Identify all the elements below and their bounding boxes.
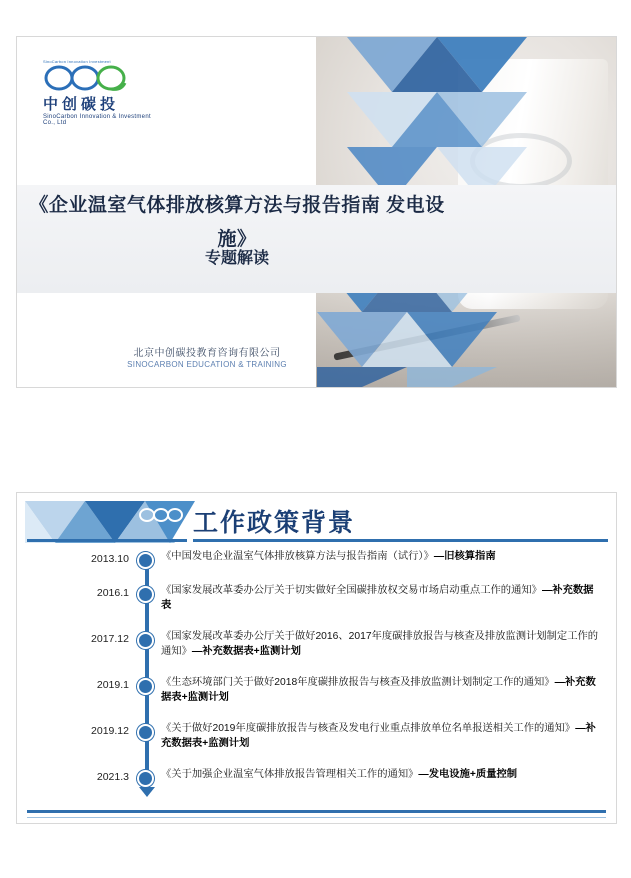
slide2-bottom-rule-thin xyxy=(27,817,606,818)
timeline-tag: —补充数据表+监测计划 xyxy=(161,677,596,703)
footer-company-cn: 北京中创碳投教育咨询有限公司 xyxy=(133,348,281,359)
timeline-dot-icon xyxy=(137,632,154,649)
timeline-dot-icon xyxy=(137,586,154,603)
timeline-doc-name: 《生态环境部门关于做好2018年度碳排放报告与核查及排放监测计划制定工作的通知》 xyxy=(161,677,555,688)
timeline-item xyxy=(17,675,616,705)
company-logo xyxy=(43,59,163,126)
timeline-tag: —旧核算指南 xyxy=(433,551,496,562)
timeline-text xyxy=(161,629,601,659)
timeline-text xyxy=(161,675,601,705)
logo-rings-icon xyxy=(43,65,163,91)
timeline-dot-wrap xyxy=(129,721,161,741)
timeline-tag: —补充数据表+监测计划 xyxy=(161,723,596,749)
timeline-tag: —发电设施+质量控制 xyxy=(418,769,518,780)
timeline-dot-icon xyxy=(137,678,154,695)
timeline-date: 2019.1 xyxy=(96,679,129,691)
timeline-dot-wrap xyxy=(129,583,161,603)
logo-tagline: SinoCarbon Innovation Investment xyxy=(43,59,111,64)
timeline-date: 2016.1 xyxy=(96,587,129,599)
timeline-dot-wrap xyxy=(129,549,161,569)
slide2-bottom-rule xyxy=(27,810,606,813)
header-logo-icon xyxy=(139,505,185,530)
cover-footer xyxy=(77,344,337,369)
slide-policy-background xyxy=(16,492,617,824)
timeline-text xyxy=(161,721,601,751)
timeline-doc-name: 《国家发展改革委办公厅关于切实做好全国碳排放权交易市场启动重点工作的通知》 xyxy=(161,585,542,596)
timeline-doc-name: 《中国发电企业温室气体排放核算方法与报告指南（试行）》 xyxy=(161,551,434,562)
timeline-dot-wrap xyxy=(129,629,161,649)
footer-company-en: SINOCARBON EDUCATION & TRAINING xyxy=(127,360,287,369)
slide-subtitle: 专题解读 xyxy=(204,250,269,267)
timeline-item xyxy=(17,721,616,751)
timeline-arrow-icon xyxy=(139,787,155,797)
timeline-text xyxy=(161,549,601,564)
timeline-doc-name: 《关于做好2019年度碳排放报告与核查及发电行业重点排放单位名单报送相关工作的通知》 xyxy=(161,723,576,734)
timeline-text xyxy=(161,583,601,613)
title-underline-left xyxy=(27,539,187,542)
timeline-doc-name: 《关于加强企业温室气体排放报告管理相关工作的通知》 xyxy=(161,769,419,780)
slide-title-page xyxy=(16,36,617,388)
timeline-dot-wrap xyxy=(129,767,161,787)
slide2-header xyxy=(17,501,616,545)
timeline-item xyxy=(17,549,616,569)
logo-name-en: SinoCarbon Innovation & Investment Co., Ltd xyxy=(43,114,151,126)
timeline-dot-icon xyxy=(137,552,154,569)
timeline-date: 2017.12 xyxy=(91,633,129,645)
timeline-tag: —补充数据表+监测计划 xyxy=(191,646,301,657)
timeline xyxy=(17,549,616,799)
timeline-date: 2013.10 xyxy=(91,553,129,565)
title-underline xyxy=(193,539,608,542)
slide-title: 《企业温室气体排放核算方法与报告指南 发电设施》 xyxy=(29,195,445,250)
timeline-text xyxy=(161,767,601,782)
timeline-tag: —补充数据表 xyxy=(161,585,594,611)
timeline-item xyxy=(17,629,616,659)
section-title: 工作政策背景 xyxy=(193,509,356,537)
logo-name-cn: 中创碳投 xyxy=(43,96,120,113)
timeline-dot-wrap xyxy=(129,675,161,695)
timeline-doc-name: 《国家发展改革委办公厅关于做好2016、2017年度碳排放报告与核查及排放监测计划制定工作的通知》 xyxy=(161,631,599,657)
timeline-item xyxy=(17,583,616,613)
timeline-date: 2019.12 xyxy=(91,725,129,737)
timeline-date: 2021.3 xyxy=(96,771,129,783)
timeline-dot-icon xyxy=(137,770,154,787)
timeline-item xyxy=(17,767,616,787)
timeline-dot-icon xyxy=(137,724,154,741)
